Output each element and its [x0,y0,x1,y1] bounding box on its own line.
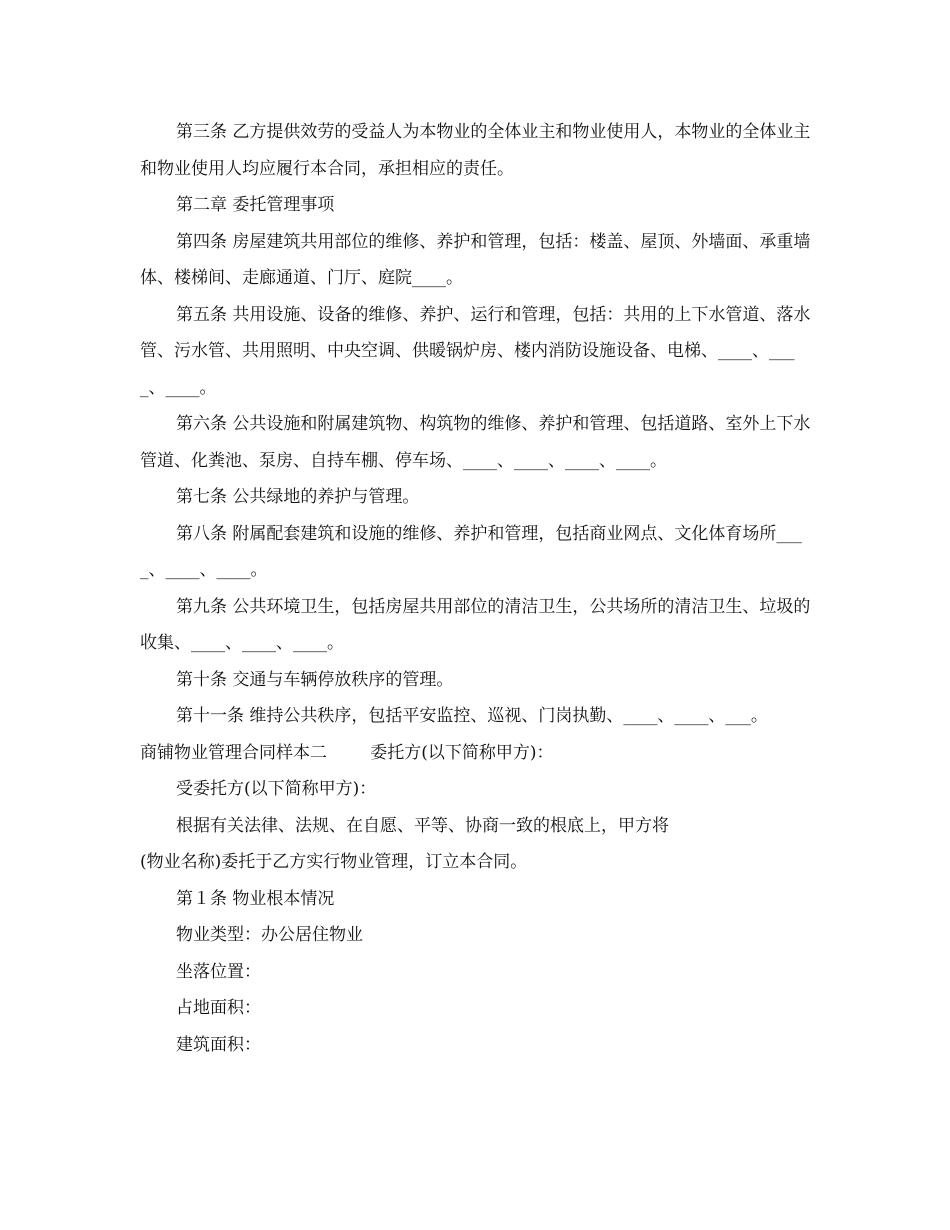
sample-two-title: 商铺物业管理合同样本二 委托方(以下简称甲方)： [140,742,554,763]
article-6-paragraph: 第六条 公共设施和附属建筑物、构筑物的维修、养护和管理、包括道路、室外上下水管道、化粪池、泵房、自持车棚、停车场、____、____、____、____。 [140,414,811,471]
party-b-line: 受委托方(以下简称甲方)： [176,779,377,799]
article-3-paragraph: 第三条 乙方提供效劳的受益人为本物业的全体业主和物业使用人，本物业的全体业主和物业使用人均应履行本合同，承担相应的责任。 [140,122,811,179]
building-area-line: 建筑面积： [176,1034,261,1055]
article-9-paragraph: 第九条 公共环境卫生，包括房屋共用部位的清洁卫生，公共场所的清洁卫生、垃圾的收集、____、____、____。 [140,596,811,653]
article-8-paragraph: 第八条 附属配套建筑和设施的维修、养护和管理，包括商业网点、文化体育场所____、____、____。 [140,523,802,580]
land-area-line: 占地面积： [176,998,261,1018]
basis-line: 根据有关法律、法规、在自愿、平等、协商一致的根底上，甲方将 [176,815,669,836]
chapter-2-heading: 第二章 委托管理事项 [176,195,335,215]
document-body [140,114,812,1063]
location-line: 坐落位置： [176,961,261,982]
article-1-heading: 第１条 物业根本情况 [176,888,335,909]
article-4-paragraph: 第四条 房屋建筑共用部位的维修、养护和管理，包括：楼盖、屋顶、外墙面、承重墙体、楼梯间、走廊通道、门厅、庭院____。 [140,231,811,288]
article-11-paragraph: 第十一条 维持公共秩序，包括平安监控、巡视、门岗执勤、____、____、___。 [176,706,768,726]
article-7-paragraph: 第七条 公共绿地的养护与管理。 [176,487,420,507]
property-type-line: 物业类型：办公居住物业 [176,925,363,945]
article-10-paragraph: 第十条 交通与车辆停放秩序的管理。 [176,669,454,690]
article-5-paragraph: 第五条 共用设施、设备的维修、养护、运行和管理，包括：共用的上下水管道、落水管、污水管、共用照明、中央空调、供暖锅炉房、楼内消防设施设备、电梯、____、____、____。 [140,304,811,398]
basis-continuation-line: (物业名称)委托于乙方实行物业管理，订立本合同。 [140,852,528,872]
